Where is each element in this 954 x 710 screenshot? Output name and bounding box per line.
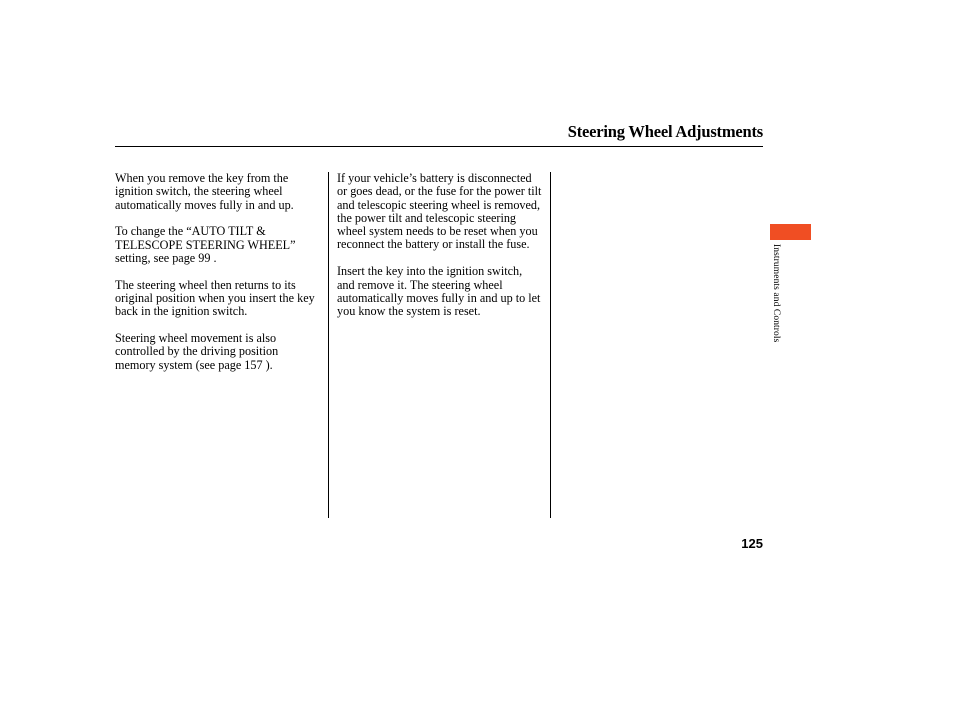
paragraph: Steering wheel movement is also controlled by the driving position memory system (see page 157 ). bbox=[115, 331, 279, 372]
paragraph: To change the “AUTO TILT & TELESCOPE STEERING WHEEL” setting, see page 99 . bbox=[115, 224, 296, 265]
paragraph: If your vehicle’s battery is disconnected or goes dead, or the fuse for the power tilt and telescopic steering wheel is removed, the power tilt and telescopic steering wheel system needs to be reset when you reconnect the battery or install the fuse. bbox=[337, 171, 542, 252]
section-label: Instruments and Controls bbox=[771, 244, 781, 343]
header-rule bbox=[115, 146, 763, 147]
paragraph: The steering wheel then returns to its original position when you insert the key back in the ignition switch. bbox=[115, 277, 315, 319]
paragraph: When you remove the key from the ignition switch, the steering wheel automatically moves fully in and up. bbox=[115, 171, 294, 212]
column-divider bbox=[550, 172, 551, 518]
left-column bbox=[115, 172, 320, 386]
column-divider bbox=[328, 172, 329, 518]
section-tab-marker bbox=[770, 224, 811, 240]
page-number: 125 bbox=[741, 536, 763, 551]
page-title: Steering Wheel Adjustments bbox=[567, 122, 763, 141]
paragraph: Insert the key into the ignition switch, and remove it. The steering wheel automatically moves fully in and up to let you know the system is reset. bbox=[337, 264, 541, 319]
middle-column bbox=[337, 172, 542, 332]
